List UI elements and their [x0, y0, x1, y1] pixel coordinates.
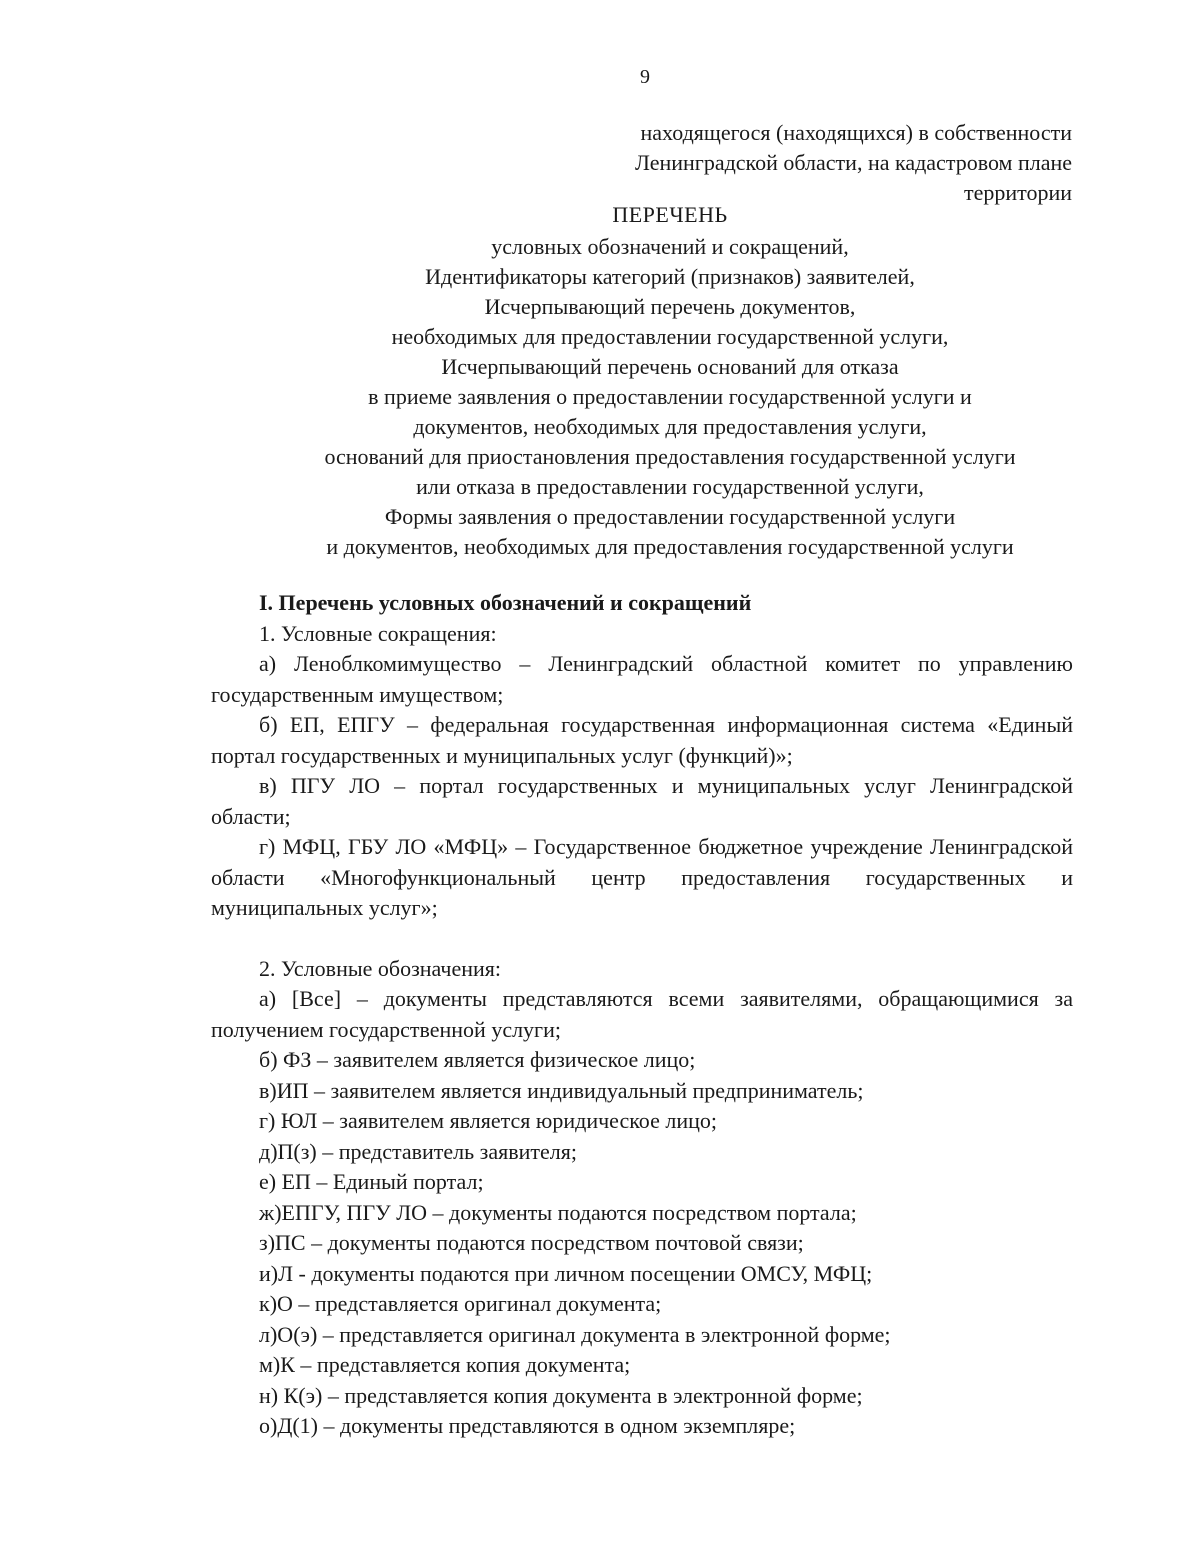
designation-item: д)П(з) – представитель заявителя; — [259, 1138, 577, 1164]
subtitle-line: необходимых для предоставлении государственной услуги, — [391, 324, 949, 349]
designation-item: а) [Все] – документы представляются всеми заявителями, обращающимися за получением государственной услуги; — [211, 986, 1073, 1042]
designation-item: ж)ЕПГУ, ПГУ ЛО – документы подаются посредством портала; — [259, 1199, 857, 1225]
designation-item: к)О – представляется оригинал документа; — [259, 1291, 662, 1316]
page-number: 9 — [640, 66, 650, 88]
subtitle-line: Исчерпывающий перечень оснований для отказа — [441, 354, 899, 379]
designation-item: о)Д(1) – документы представляются в одном экземпляре; — [259, 1413, 796, 1438]
header-line: территории — [963, 180, 1072, 205]
header-line: Ленинградской области, на кадастровом плане — [634, 150, 1072, 175]
header-appendix-reference — [512, 118, 1072, 208]
header-line: находящегося (находящихся) в собственности — [640, 120, 1072, 145]
subtitle-line: Исчерпывающий перечень документов, — [484, 294, 856, 319]
designation-item: и)Л - документы подаются при личном посещении ОМСУ, МФЦ; — [259, 1260, 873, 1286]
subtitle-line: условных обозначений и сокращений, — [491, 234, 849, 259]
abbreviation-item: б) ЕП, ЕПГУ – федеральная государственная информационная система «Единый портал государственных и муниципальных услуг (функций)»; — [211, 712, 1073, 768]
section-heading: I. Перечень условных обозначений и сокращений — [259, 590, 752, 615]
subtitle-line: документов, необходимых для предоставления услуги, — [413, 414, 927, 439]
designation-item: г) ЮЛ – заявителем является юридическое лицо; — [259, 1108, 717, 1133]
abbreviations-heading: 1. Условные сокращения: — [259, 620, 497, 646]
designation-item: м)К – представляется копия документа; — [259, 1352, 631, 1377]
abbreviation-item: а) Леноблкомимущество – Ленинградский областной комитет по управлению государственным имуществом; — [211, 651, 1073, 707]
abbreviation-item: в) ПГУ ЛО – портал государственных и муниципальных услуг Ленинградской области; — [211, 773, 1073, 829]
document-body — [211, 588, 1073, 1442]
designation-item: б) ФЗ – заявителем является физическое лицо; — [259, 1047, 696, 1072]
abbreviation-item: г) МФЦ, ГБУ ЛО «МФЦ» – Государственное бюджетное учреждение Ленинградской области «Многофункциональный центр предоставления государственных и муниципальных услуг»; — [211, 834, 1073, 920]
designation-item: з)ПС – документы подаются посредством почтовой связи; — [259, 1230, 804, 1255]
subtitle-line: в приеме заявления о предоставлении государственной услуги и — [368, 384, 972, 409]
paragraph-spacer — [211, 924, 1073, 954]
subtitle-line: и документов, необходимых для предоставления государственной услуги — [326, 534, 1014, 559]
subtitle-line: или отказа в предоставлении государственной услуги, — [416, 474, 924, 499]
designations-heading: 2. Условные обозначения: — [259, 955, 502, 981]
subtitle-line: Формы заявления о предоставлении государственной услуги — [384, 504, 956, 529]
document-subtitle — [200, 232, 1140, 562]
designation-item: л)О(э) – представляется оригинал документа в электронной форме; — [259, 1321, 891, 1347]
subtitle-line: Идентификаторы категорий (признаков) заявителей, — [425, 264, 915, 289]
designation-item: е) ЕП – Единый портал; — [259, 1169, 484, 1194]
designation-item: н) К(э) – представляется копия документа в электронной форме; — [259, 1382, 863, 1408]
subtitle-line: оснований для приостановления предоставления государственной услуги — [324, 444, 1016, 469]
designation-item: в)ИП – заявителем является индивидуальный предприниматель; — [259, 1077, 864, 1103]
document-title: ПЕРЕЧЕНЬ — [612, 202, 728, 227]
